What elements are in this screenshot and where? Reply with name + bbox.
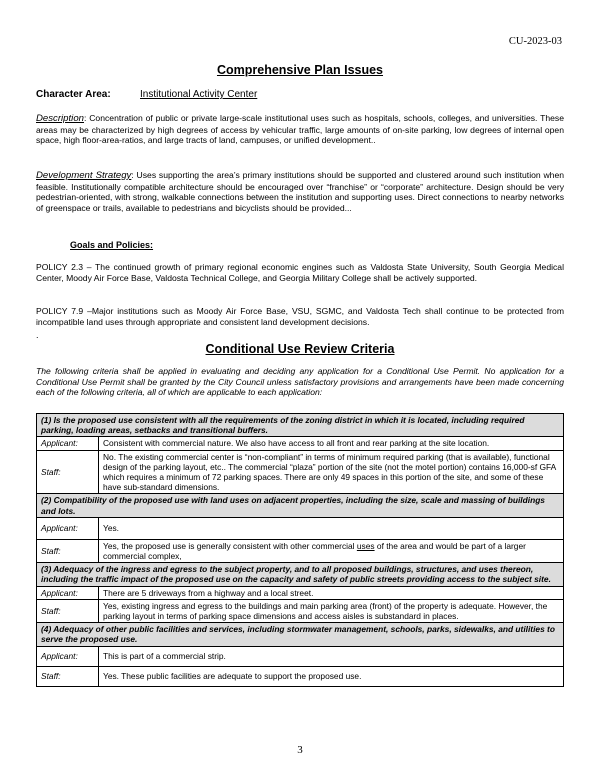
review-intro: The following criteria shall be applied in evaluating and deciding any application for a Conditional Use Permit. No application for a Conditional Use Permit shall be granted by the City Council unless satisfactory provisions and arrangements have been made concerning each of the following criteria, all of which are applicable to each application: (36, 366, 564, 398)
staff-response: Yes. These public facilities are adequate to support the proposed use. (99, 666, 564, 686)
staff-label: Staff: (37, 450, 99, 494)
character-area-label: Character Area: (36, 89, 111, 100)
description-text: : Concentration of public or private large-scale institutional uses such as hospitals, schools, colleges, and universities. These areas may be characterized by high degrees of access by vehicular traffic, large amounts of on-site parking, low degrees of internal open space, high floor-area-ratios, and large tracts of land, campuses, or unified development.. (36, 113, 564, 146)
staff-response (99, 539, 564, 562)
criterion-question: (1) Is the proposed use consistent with all the requirements of the zoning district in which it is located, including required parking, loading areas, setbacks and transitional buffers. (37, 414, 564, 437)
review-criteria-heading: Conditional Use Review Criteria (205, 342, 395, 356)
criterion-2-applicant-row (37, 517, 564, 539)
criterion-3-applicant-row (37, 586, 564, 599)
criterion-1-applicant-row (37, 437, 564, 450)
criterion-1-staff-row (37, 450, 564, 494)
description-paragraph (36, 113, 564, 146)
applicant-response: Yes. (99, 517, 564, 539)
applicant-label: Applicant: (37, 646, 99, 666)
character-area-row (36, 89, 258, 100)
applicant-response: This is part of a commercial strip. (99, 646, 564, 666)
policy-7-9: POLICY 7.9 –Major institutions such as Moody Air Force Base, VSU, SGMC, and Valdosta Tech shall continue to be protected from incompatible land uses through appropriate and consistent land development decisions. (36, 306, 564, 327)
staff-response: Yes, existing ingress and egress to the buildings and main parking area (front) of the property is adequate. However, the parking layout in terms of parking space dimensions and access aisles is substandard in places. (99, 599, 564, 622)
page-number: 3 (297, 744, 303, 756)
criterion-3-staff-row (37, 599, 564, 622)
description-label: Description (36, 113, 84, 124)
development-strategy-paragraph (36, 170, 564, 213)
criterion-question: (4) Adequacy of other public facilities and services, including stormwater management, schools, parks, sidewalks, and utilities to serve the proposed use. (37, 623, 564, 646)
applicant-label: Applicant: (37, 586, 99, 599)
comprehensive-plan-heading: Comprehensive Plan Issues (216, 63, 384, 77)
criterion-4-question-row (37, 623, 564, 646)
character-area-value: Institutional Activity Center (140, 89, 258, 100)
criterion-question: (2) Compatibility of the proposed use with land uses on adjacent properties, including the size, scale and massing of buildings and lots. (37, 494, 564, 517)
stray-period: . (36, 330, 39, 340)
criterion-3-question-row (37, 563, 564, 586)
criteria-table (36, 413, 564, 687)
applicant-label: Applicant: (37, 437, 99, 450)
goals-heading: Goals and Policies: (70, 240, 154, 250)
staff-response-part: of the area and would be part of a larger commercial complex, (103, 540, 526, 562)
policy-2-3: POLICY 2.3 – The continued growth of primary regional economic engines such as Valdosta State University, South Georgia Medical Center, Moody Air Force Base, Valdosta Technical College, and Georgia Military College shall be actively supported. (36, 262, 564, 283)
staff-label: Staff: (37, 599, 99, 622)
criterion-2-question-row (37, 494, 564, 517)
strategy-text: : Uses supporting the area’s primary institutions should be supported and clustered around such institution when feasible. Institutionally compatible architecture should be encouraged over “franchise” or “corporate” architecture. Design should be very pedestrian-oriented, with strong, walkable connections between the institution and supporting uses. Direct connections to nearby networks of greenspace or trails, available to pedestrians and bicyclists should be provided... (36, 170, 565, 213)
staff-label: Staff: (37, 539, 99, 562)
criterion-question: (3) Adequacy of the ingress and egress to the subject property, and to all proposed buildings, structures, and uses thereon, including the traffic impact of the proposed use on the capacity and safety of public streets providing access to the subject site. (37, 563, 564, 586)
criterion-1-question-row (37, 414, 564, 437)
applicant-response: Consistent with commercial nature. We also have access to all front and rear parking at the site location. (99, 437, 564, 450)
criterion-2-staff-row (37, 539, 564, 562)
criterion-4-applicant-row (37, 646, 564, 666)
staff-label: Staff: (37, 666, 99, 686)
document-id: CU-2023-03 (508, 36, 562, 47)
applicant-response: There are 5 driveways from a highway and a local street. (99, 586, 564, 599)
staff-response-part: Yes, the proposed use is generally consistent with other commercial (103, 540, 357, 551)
strategy-label: Development Strategy (36, 170, 132, 181)
criterion-4-staff-row (37, 666, 564, 686)
applicant-label: Applicant: (37, 517, 99, 539)
staff-response-underlined: uses (356, 540, 375, 551)
staff-response: No. The existing commercial center is “non-compliant” in terms of minimum required parking (that is available), functional design of the parking layout, etc.. The commercial “plaza” portion of the site (not the motel portion) contains 16,000-sf GFA which requires a minimum of 72 parking spaces. There are only 49 spaces in this portion of the site, and some of these have sub-standard dimensions. (99, 450, 564, 494)
